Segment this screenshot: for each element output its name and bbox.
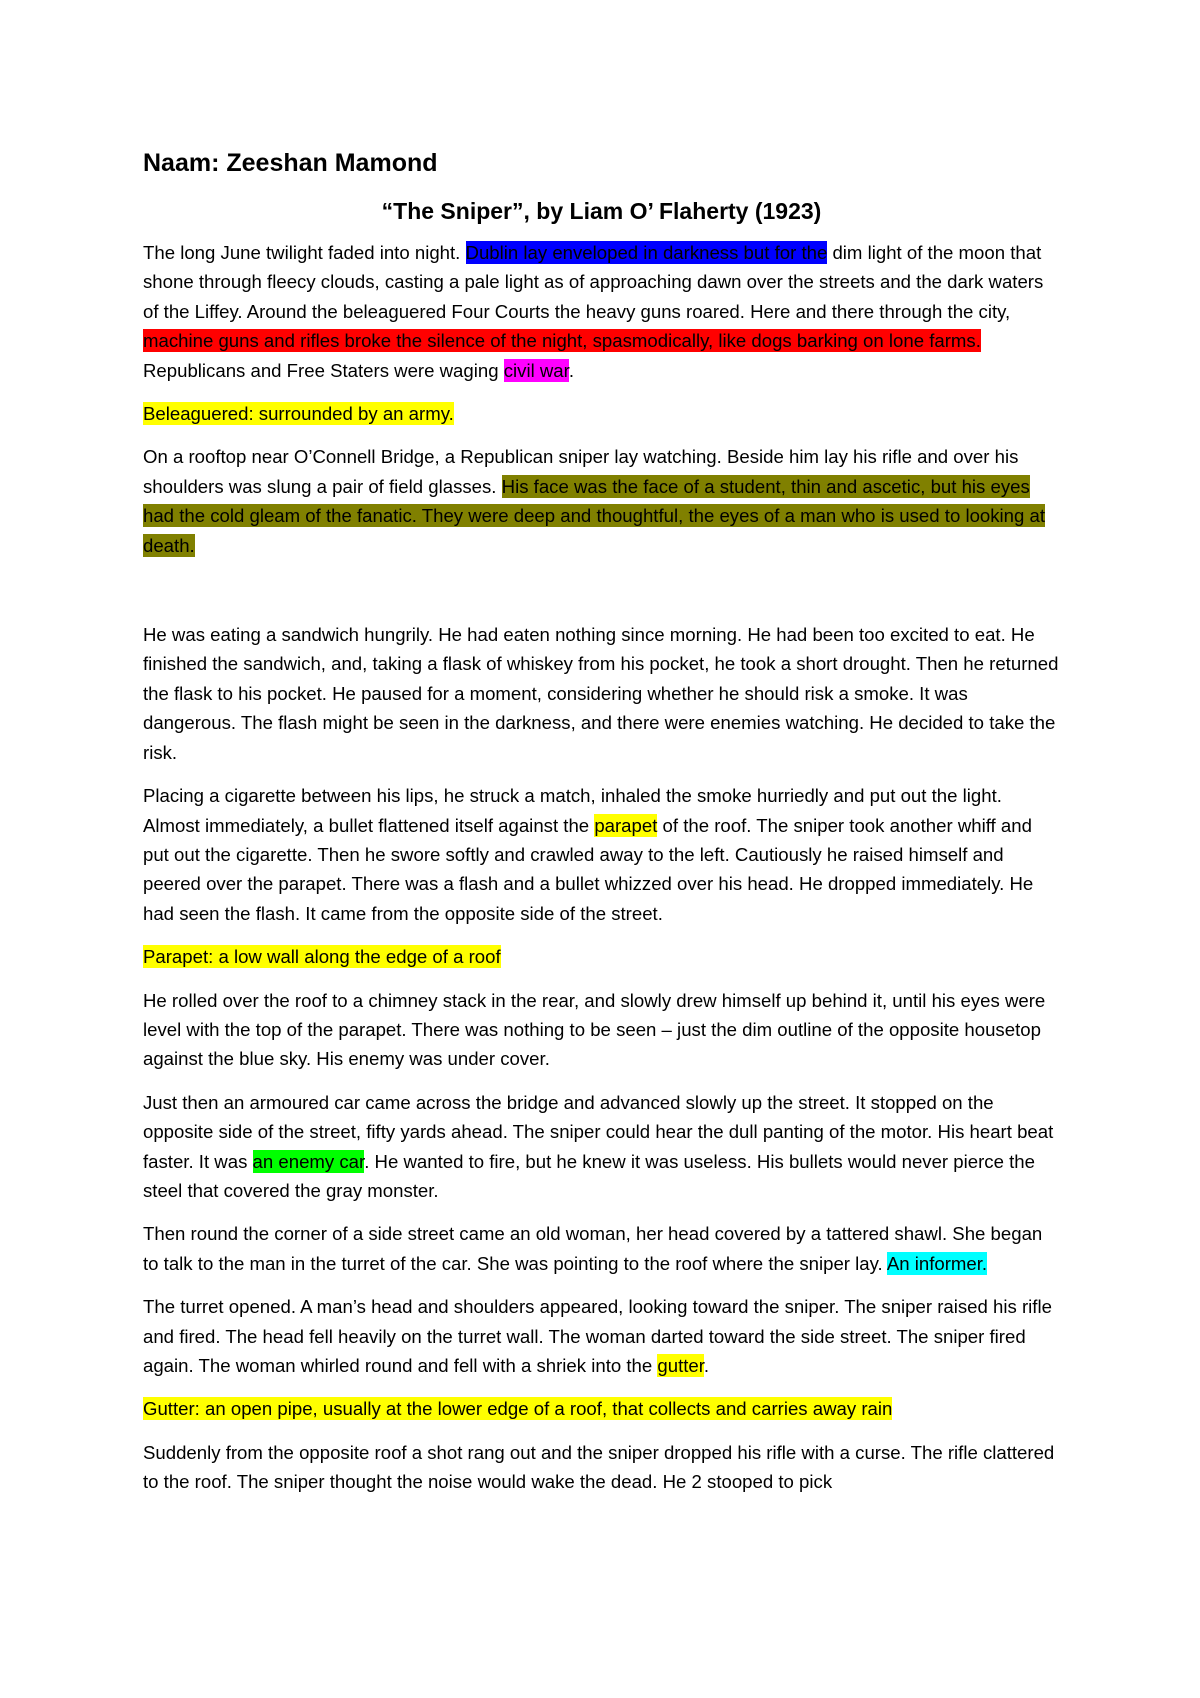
text-segment: dim light of the moon that shone through fleecy clouds, casting a pale light as of approaching dawn over the streets and the dark waters of the Liffey. Around the beleaguered Four Courts the heavy guns roared. Here and there through the city, [143,242,1044,322]
text-segment: He was eating a sandwich hungrily. He had eaten nothing since morning. He had been too excited to eat. He finished the sandwich, and, taking a flask of whiskey from his pocket, he took a short drought. Then he returned the flask to his pocket. He paused for a moment, considering whether he should risk a smoke. It was dangerous. The flash might be seen in the darkness, and there were enemies watching. He decided to take the risk. [143,624,1059,763]
highlighted-text-yellow: Beleaguered: surrounded by an army. [143,403,454,425]
text-segment: of the roof. The sniper took another whiff and put out the cigarette. Then he swore softly and crawled away to the left. Cautiously he raised himself and peered over the parapet. There was a flash and a bullet whizzed over his head. He dropped immediately. He had seen the flash. It came from the opposite side of the street. [143,814,1034,924]
text-segment: . [703,1355,710,1376]
paragraph [143,1394,1060,1423]
text-segment: The turret opened. A man’s head and shoulders appeared, looking toward the sniper. The sniper raised his rifle and fired. The head fell heavily on the turret wall. The woman darted toward the side street. The sniper fired again. The woman whirled round and fell with a shriek into the [143,1296,1052,1376]
paragraph [143,1438,1060,1497]
student-name: Naam: Zeeshan Mamond [143,149,438,177]
text-segment: Then round the corner of a side street came an old woman, her head covered by a tattered shawl. She began to talk to the man in the turret of the car. She was pointing to the roof where the sniper lay. [143,1223,1043,1274]
paragraph [143,442,1060,560]
highlighted-text-green: an enemy car [252,1150,365,1172]
text-segment: Suddenly from the opposite roof a shot rang out and the sniper dropped his rifle with a curse. The rifle clattered to the roof. The sniper thought the noise would wake the dead. He 2 stooped to pick [143,1441,1055,1493]
paragraph [143,620,1060,767]
highlighted-text-red: machine guns and rifles broke the silence of the night, spasmodically, like dogs barking on lone farms. [143,330,981,352]
text-segment: He rolled over the roof to a chimney stack in the rear, and slowly drew himself up behind it, until his eyes were level with the top of the parapet. There was nothing to be seen – just the dim outline of the opposite housetop against the blue sky. His enemy was under cover. [143,989,1046,1070]
highlighted-text-olive: His face was the face of a student, thin and ascetic, but his eyes had the cold gleam of the fanatic. They were deep and thoughtful, the eyes of a man who is used to looking at death. [143,475,1046,556]
story-body [143,238,1060,1497]
paragraph [143,1088,1060,1206]
highlighted-text-yellow: parapet [594,814,658,836]
text-segment: . [568,359,574,381]
paragraph [143,399,1060,428]
story-title: “The Sniper”, by Liam O’ Flaherty (1923) [381,198,822,224]
paragraph [143,1219,1060,1278]
highlighted-text-yellow: gutter [657,1355,704,1376]
highlighted-text-magenta: civil war [503,359,569,381]
text-segment: Republicans and Free Staters were waging [143,359,504,381]
highlighted-text-cyan: An informer. [886,1252,988,1274]
text-segment: Placing a cigarette between his lips, he struck a match, inhaled the smoke hurriedly and put out the light. Almost immediately, a bullet flattened itself against the [143,785,1002,836]
paragraph [143,238,1060,385]
text-segment: . He wanted to fire, but he knew it was useless. His bullets would never pierce the steel that covered the gray monster. [143,1150,1035,1201]
highlighted-text-blue: Dublin lay enveloped in darkness but for the [465,242,828,263]
paragraph [143,986,1060,1074]
paragraph [143,1292,1060,1380]
paragraph-gap [143,574,1060,620]
text-segment: Just then an armoured car came across the bridge and advanced slowly up the street. It stopped on the opposite side of the street, fifty yards ahead. The sniper could hear the dull panting of the motor. His heart beat faster. It was [143,1091,1054,1172]
text-segment: On a rooftop near O’Connell Bridge, a Republican sniper lay watching. Beside him lay his rifle and over his shoulders was slung a pair of field glasses. [143,446,1019,497]
paragraph [143,781,1060,928]
text-segment: The long June twilight faded into night. [143,242,466,263]
highlighted-text-yellow: Parapet: a low wall along the edge of a roof [143,946,501,968]
paragraph [143,942,1060,971]
highlighted-text-yellow: Gutter: an open pipe, usually at the lower edge of a roof, that collects and carries away rain [143,1398,893,1420]
